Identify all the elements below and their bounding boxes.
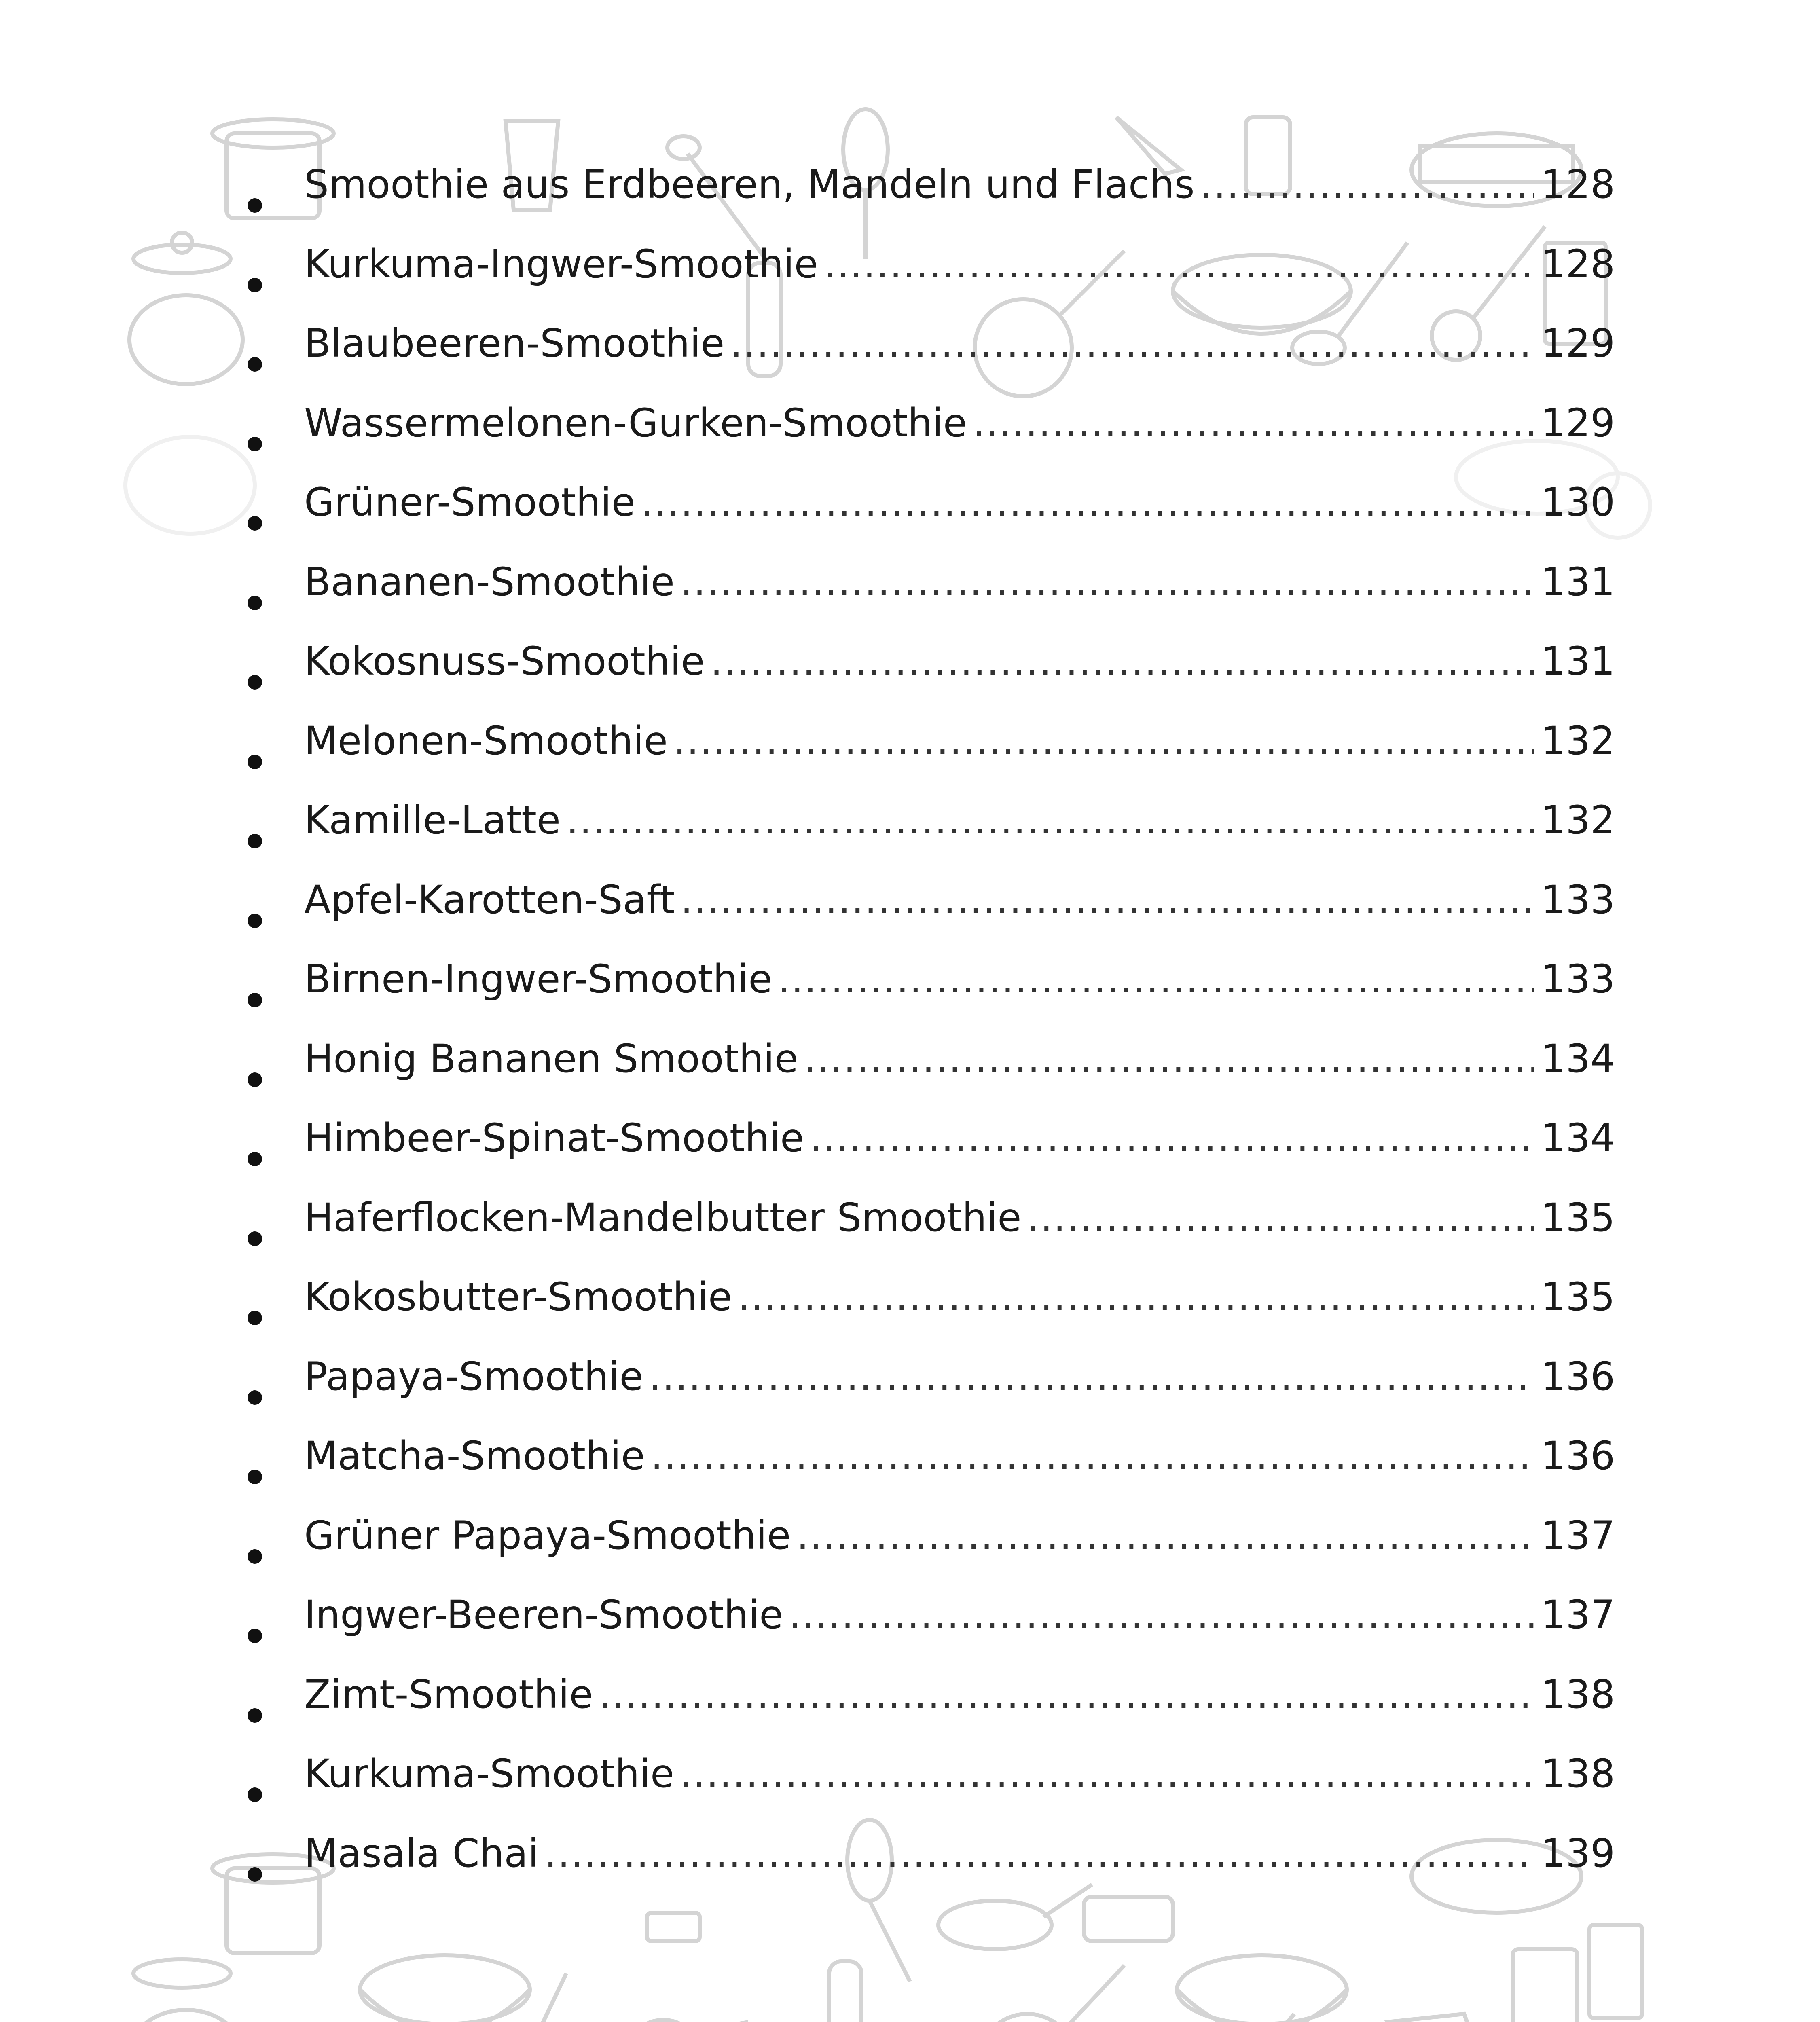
toc-entry[interactable] <box>226 1751 1615 1831</box>
toc-entry-page: 131 <box>1541 559 1615 605</box>
toc-entry-title: Haferflocken-Mandelbutter Smoothie <box>304 1195 1022 1240</box>
toc-entry-page: 134 <box>1541 1036 1615 1081</box>
dot-leader <box>673 718 1534 764</box>
toc-entry-title: Zimt-Smoothie <box>304 1671 593 1717</box>
dot-leader <box>1200 162 1534 207</box>
toc-entry-title: Honig Bananen Smoothie <box>304 1036 798 1081</box>
bullet-icon <box>248 198 262 213</box>
dot-leader <box>796 1513 1534 1558</box>
dot-leader <box>810 1115 1534 1161</box>
bullet-icon <box>248 1787 262 1802</box>
toc-entry-title: Birnen-Ingwer-Smoothie <box>304 956 772 1002</box>
toc-entry[interactable] <box>226 1354 1615 1434</box>
toc-entry-page: 132 <box>1541 797 1615 843</box>
calculator-icon <box>1513 1925 1642 2022</box>
table-of-contents <box>226 162 1615 1910</box>
dot-leader <box>789 1592 1534 1637</box>
bullet-icon <box>248 1629 262 1643</box>
pot-lid-icon <box>133 233 231 273</box>
toc-entry-page: 129 <box>1541 321 1615 366</box>
dot-leader <box>778 956 1534 1002</box>
toc-entry[interactable] <box>226 162 1615 241</box>
toc-entry[interactable] <box>226 797 1615 877</box>
toc-entry-page: 128 <box>1541 162 1615 207</box>
toc-entry-page: 132 <box>1541 718 1615 764</box>
dot-leader <box>641 480 1534 525</box>
bullet-icon <box>248 1708 262 1723</box>
toc-entry-title: Papaya-Smoothie <box>304 1354 643 1399</box>
dot-leader <box>680 559 1534 605</box>
toc-entry[interactable] <box>226 1115 1615 1195</box>
toc-entry[interactable] <box>226 877 1615 957</box>
toc-entry-title: Bananen-Smoothie <box>304 559 675 605</box>
bullet-icon <box>248 1311 262 1325</box>
toc-entry-page: 134 <box>1541 1115 1615 1161</box>
toc-entry-page: 139 <box>1541 1830 1615 1876</box>
dot-leader <box>651 1433 1534 1478</box>
bowl-icon <box>360 1955 530 2022</box>
bullet-icon <box>248 834 262 848</box>
stew-pot-icon <box>129 1959 243 2022</box>
toc-entry[interactable] <box>226 1274 1615 1354</box>
toc-entry-title: Melonen-Smoothie <box>304 718 668 764</box>
bullet-icon <box>248 914 262 928</box>
toc-entry[interactable] <box>226 559 1615 639</box>
bullet-icon <box>248 1231 262 1246</box>
bullet-icon <box>248 675 262 690</box>
toc-entry-page: 136 <box>1541 1354 1615 1399</box>
bowl-icon <box>1177 1955 1347 2022</box>
toc-entry-page: 138 <box>1541 1751 1615 1796</box>
dot-leader <box>1027 1195 1534 1240</box>
toc-entry-title: Apfel-Karotten-Saft <box>304 877 675 922</box>
toc-entry[interactable] <box>226 1036 1615 1116</box>
dot-leader <box>566 797 1534 843</box>
toc-entry-title: Grüner-Smoothie <box>304 480 635 525</box>
toc-entry[interactable] <box>226 1592 1615 1672</box>
toc-entry-title: Kurkuma-Ingwer-Smoothie <box>304 241 818 287</box>
toc-entry[interactable] <box>226 1512 1615 1593</box>
toc-entry-page: 136 <box>1541 1433 1615 1478</box>
toc-entry-page: 131 <box>1541 639 1615 684</box>
toc-entry-page: 130 <box>1541 480 1615 525</box>
toc-entry[interactable] <box>226 321 1615 400</box>
toc-entry-page: 133 <box>1541 877 1615 922</box>
dot-leader <box>710 639 1534 684</box>
dot-leader <box>680 877 1534 922</box>
dot-leader <box>730 321 1534 366</box>
toc-entry-page: 137 <box>1541 1512 1615 1558</box>
ladle-icon <box>457 1973 566 2022</box>
bullet-icon <box>248 1152 262 1166</box>
toc-entry-page: 129 <box>1541 400 1615 446</box>
toc-entry-page: 128 <box>1541 241 1615 287</box>
spatula-icon <box>647 1913 700 1941</box>
toc-entry-page: 135 <box>1541 1195 1615 1240</box>
spoon-icon <box>639 2020 748 2022</box>
bullet-icon <box>248 755 262 769</box>
bullet-icon <box>248 437 262 451</box>
toc-entry-title: Masala Chai <box>304 1830 539 1876</box>
toc-entry[interactable] <box>226 956 1615 1036</box>
bullet-icon <box>248 357 262 372</box>
bullet-icon <box>248 516 262 531</box>
toc-entry[interactable] <box>226 1671 1615 1751</box>
toc-entry-title: Kurkuma-Smoothie <box>304 1751 675 1796</box>
toc-entry-title: Smoothie aus Erdbeeren, Mandeln und Flachs <box>304 162 1195 207</box>
bullet-icon <box>248 1470 262 1484</box>
toc-entry-title: Grüner Papaya-Smoothie <box>304 1512 791 1558</box>
spoon-icon <box>1189 2014 1294 2022</box>
toc-entry-page: 133 <box>1541 956 1615 1002</box>
toc-entry[interactable] <box>226 1830 1615 1910</box>
bullet-icon <box>248 1549 262 1564</box>
bullet-icon <box>248 1072 262 1087</box>
toc-entry-title: Kokosbutter-Smoothie <box>304 1274 732 1320</box>
dot-leader <box>804 1036 1534 1081</box>
dot-leader <box>824 241 1534 287</box>
toc-entry[interactable] <box>226 241 1615 321</box>
toc-entry[interactable] <box>226 639 1615 718</box>
towel-icon <box>1387 2014 1488 2022</box>
toc-entry-title: Matcha-Smoothie <box>304 1433 645 1478</box>
dot-leader <box>599 1672 1534 1717</box>
toc-entry-title: Wassermelonen-Gurken-Smoothie <box>304 400 967 446</box>
toc-entry[interactable] <box>226 480 1615 559</box>
dot-leader <box>649 1354 1534 1399</box>
dot-leader <box>544 1831 1534 1876</box>
colander-icon <box>979 1965 1124 2022</box>
bullet-icon <box>248 278 262 292</box>
toc-entry[interactable] <box>226 1433 1615 1513</box>
dot-leader <box>738 1274 1534 1320</box>
stew-pot-icon <box>129 295 243 384</box>
toc-entry-page: 135 <box>1541 1274 1615 1320</box>
toc-entry[interactable] <box>226 718 1615 798</box>
toc-entry-title: Ingwer-Beeren-Smoothie <box>304 1592 783 1637</box>
toc-entry-title: Kokosnuss-Smoothie <box>304 639 705 684</box>
toc-entry-page: 137 <box>1541 1592 1615 1637</box>
toc-entry[interactable] <box>226 1195 1615 1275</box>
toc-entry-title: Blaubeeren-Smoothie <box>304 321 725 366</box>
bullet-icon <box>248 1867 262 1882</box>
rolling-pin-icon <box>829 1961 861 2022</box>
toc-entry-title: Himbeer-Spinat-Smoothie <box>304 1115 804 1161</box>
dot-leader <box>973 400 1534 446</box>
toc-entry-title: Kamille-Latte <box>304 797 561 843</box>
bullet-icon <box>248 596 262 610</box>
dot-leader <box>680 1751 1534 1796</box>
toc-entry[interactable] <box>226 400 1615 480</box>
bullet-icon <box>248 1390 262 1405</box>
bullet-icon <box>248 993 262 1007</box>
toc-entry-page: 138 <box>1541 1671 1615 1717</box>
